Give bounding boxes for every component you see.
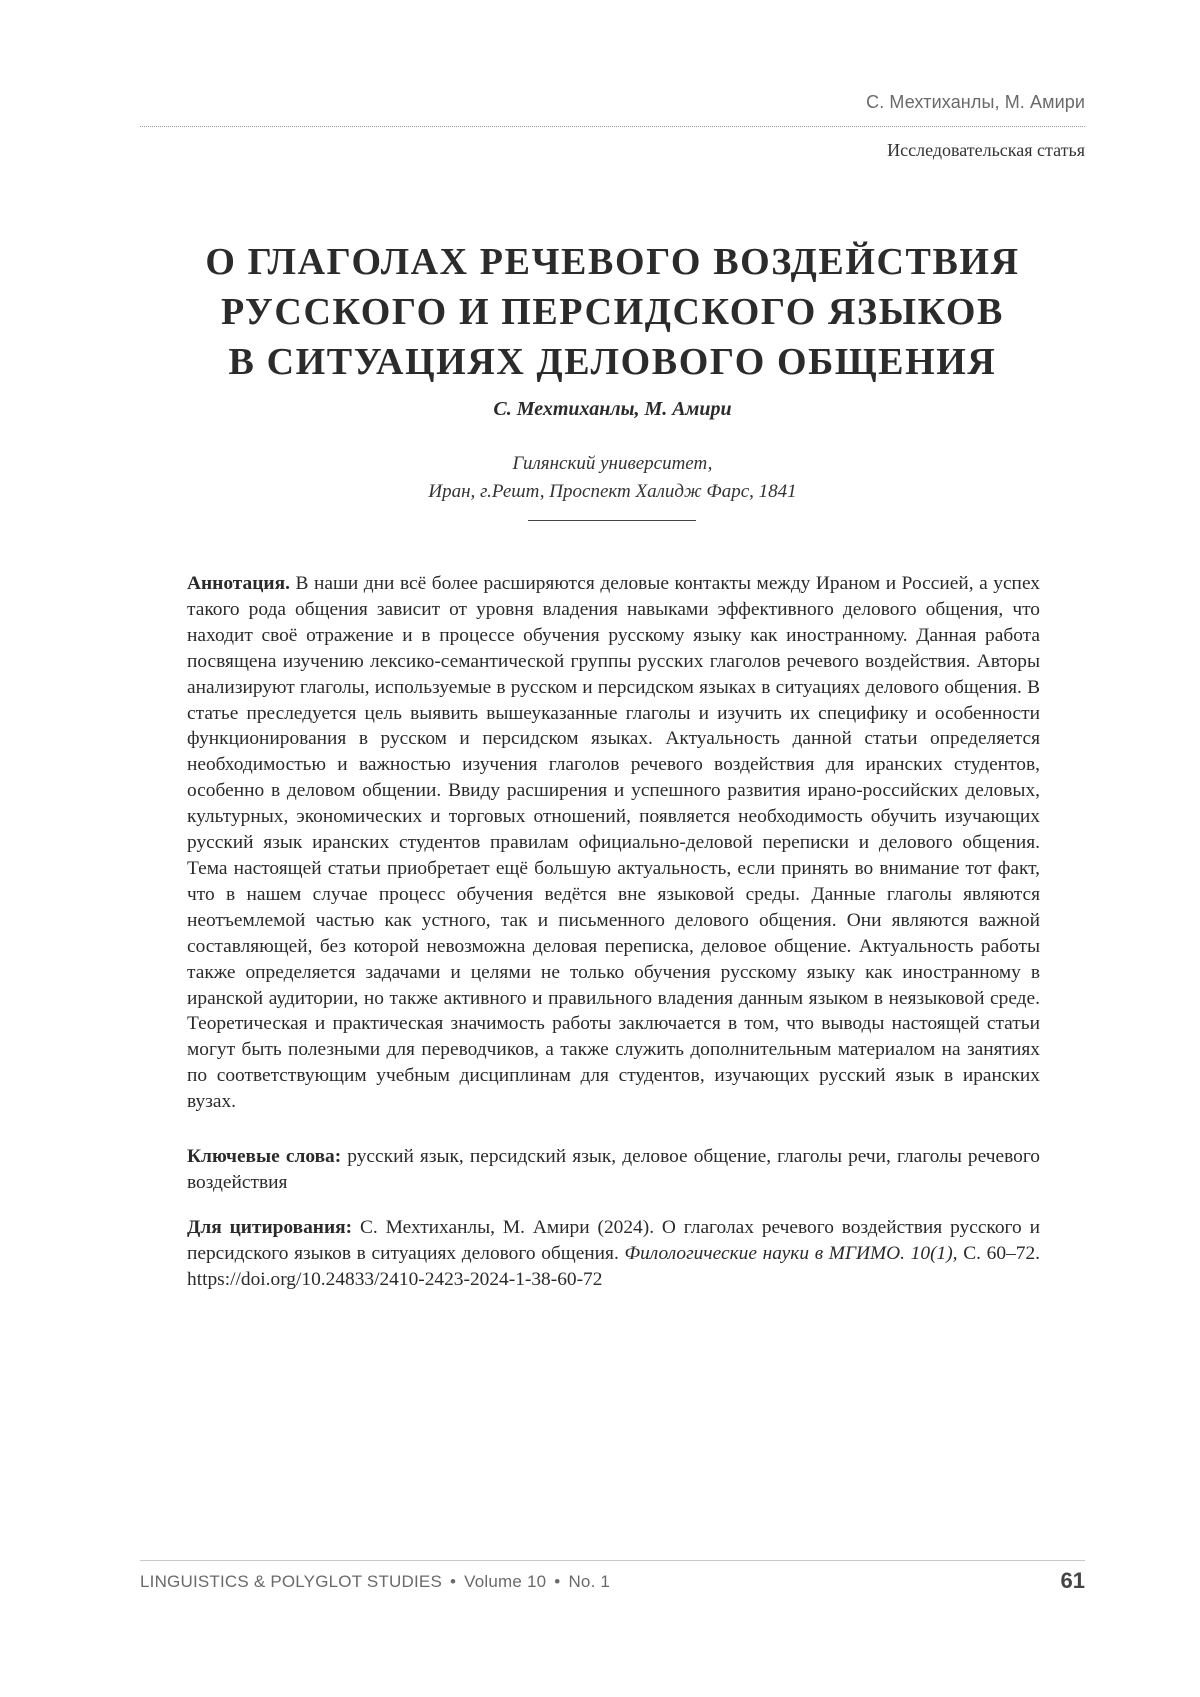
footer-journal-name: LINGUISTICS & POLYGLOT STUDIES (140, 1572, 442, 1591)
affiliation-line: Гилянский университет, (512, 453, 713, 474)
keywords-label: Ключевые слова: (187, 1146, 342, 1167)
citation-doi[interactable]: С. 60–72. https://doi.org/10.24833/2410-2423-2024-1-38-60-72 (187, 1242, 1040, 1290)
header-dotted-rule (140, 126, 1085, 127)
citation-text: С. Мехтиханлы, М. Амири (2024). О глаголах речевого воздействия русского и персидского языков в ситуациях делового общения. (187, 1217, 1040, 1264)
footer-volume: Volume 10 (464, 1572, 547, 1591)
citation-journal: Филологические науки в МГИМО. 10(1), (624, 1242, 958, 1264)
article-type: Исследовательская статья (887, 140, 1085, 160)
footer-journal-info (140, 1572, 610, 1592)
footer-issue: No. 1 (568, 1572, 611, 1591)
article-authors: С. Мехтиханлы, М. Амири (493, 398, 732, 420)
title-line: О ГЛАГОЛАХ РЕЧЕВОГО ВОЗДЕЙСТВИЯ (205, 241, 1020, 283)
abstract-text: В наши дни всё более расширяются деловые контакты между Ираном и Россией, а успех такого рода общения зависит от уровня владения навыками эффективного делового общения, что находит своё отражение и в процессе обучения русскому языку как иностранному. Данная работа посвящена изучению лексико-семантической группы русских глаголов речевого воздействия. Авторы анализируют глаголы, используемые в русском и персидском языках в ситуациях делового общения. В статье преследуется цель выявить вышеуказанные глаголы и изучить их специфику и особенности функционирования в русском и персидском языках. Актуальность данной статьи определяется необходимостью и важностью изучения глаголов речевого воздействия для иранских студентов, особенно в деловом общении. Ввиду расширения и успешного развития ирано-российских деловых, культурных, экономических и торговых отношений, появляется необходимость обучить изучающих русский язык иранских студентов правилам официально-деловой переписки и делового общения. Тема настоящей статьи приобретает ещё большую актуальность, если принять во внимание тот факт, что в нашем случае процесс обучения ведётся вне языковой среды. Данные глаголы являются неотъемлемой частью как устного, так и письменного делового общения. Они являются важной составляющей, без которой невозможна деловая переписка, деловое общение. Актуальность работы также определяется задачами и целями не только обучения русскому языку как иностранному в иранской аудитории, но также активного и правильного владения данным языком в неязыковой среде. Теоретическая и практическая значимость работы заключается в том, что выводы настоящей статьи могут быть полезными для переводчиков, а также служить дополнительным материалом на занятиях по соответствующим учебным дисциплинам для студентов, изучающих русский язык в иранских вузах. (187, 573, 1040, 1113)
running-head-authors: С. Мехтиханлы, М. Амири (866, 92, 1085, 112)
affiliation (140, 450, 1085, 506)
keywords (187, 1144, 1040, 1196)
citation (187, 1215, 1040, 1293)
affiliation-line: Иран, г.Решт, Проспект Халидж Фарс, 1841 (428, 481, 797, 502)
footer-separator: • (450, 1572, 457, 1591)
affiliation-rule (528, 520, 696, 521)
citation-label: Для цитирования: (187, 1217, 353, 1238)
article-title (140, 237, 1085, 387)
abstract-label: Аннотация. (187, 573, 290, 594)
footer-separator: • (554, 1572, 561, 1591)
title-line: РУССКОГО И ПЕРСИДСКОГО ЯЗЫКОВ (221, 291, 1004, 333)
abstract (187, 571, 1040, 1115)
page-number: 61 (1060, 1568, 1085, 1593)
title-line: В СИТУАЦИЯХ ДЕЛОВОГО ОБЩЕНИЯ (228, 341, 997, 383)
keywords-text: русский язык, персидский язык, деловое общение, глаголы речи, глаголы речевого воздействия (187, 1146, 1040, 1193)
footer-rule (140, 1560, 1085, 1561)
